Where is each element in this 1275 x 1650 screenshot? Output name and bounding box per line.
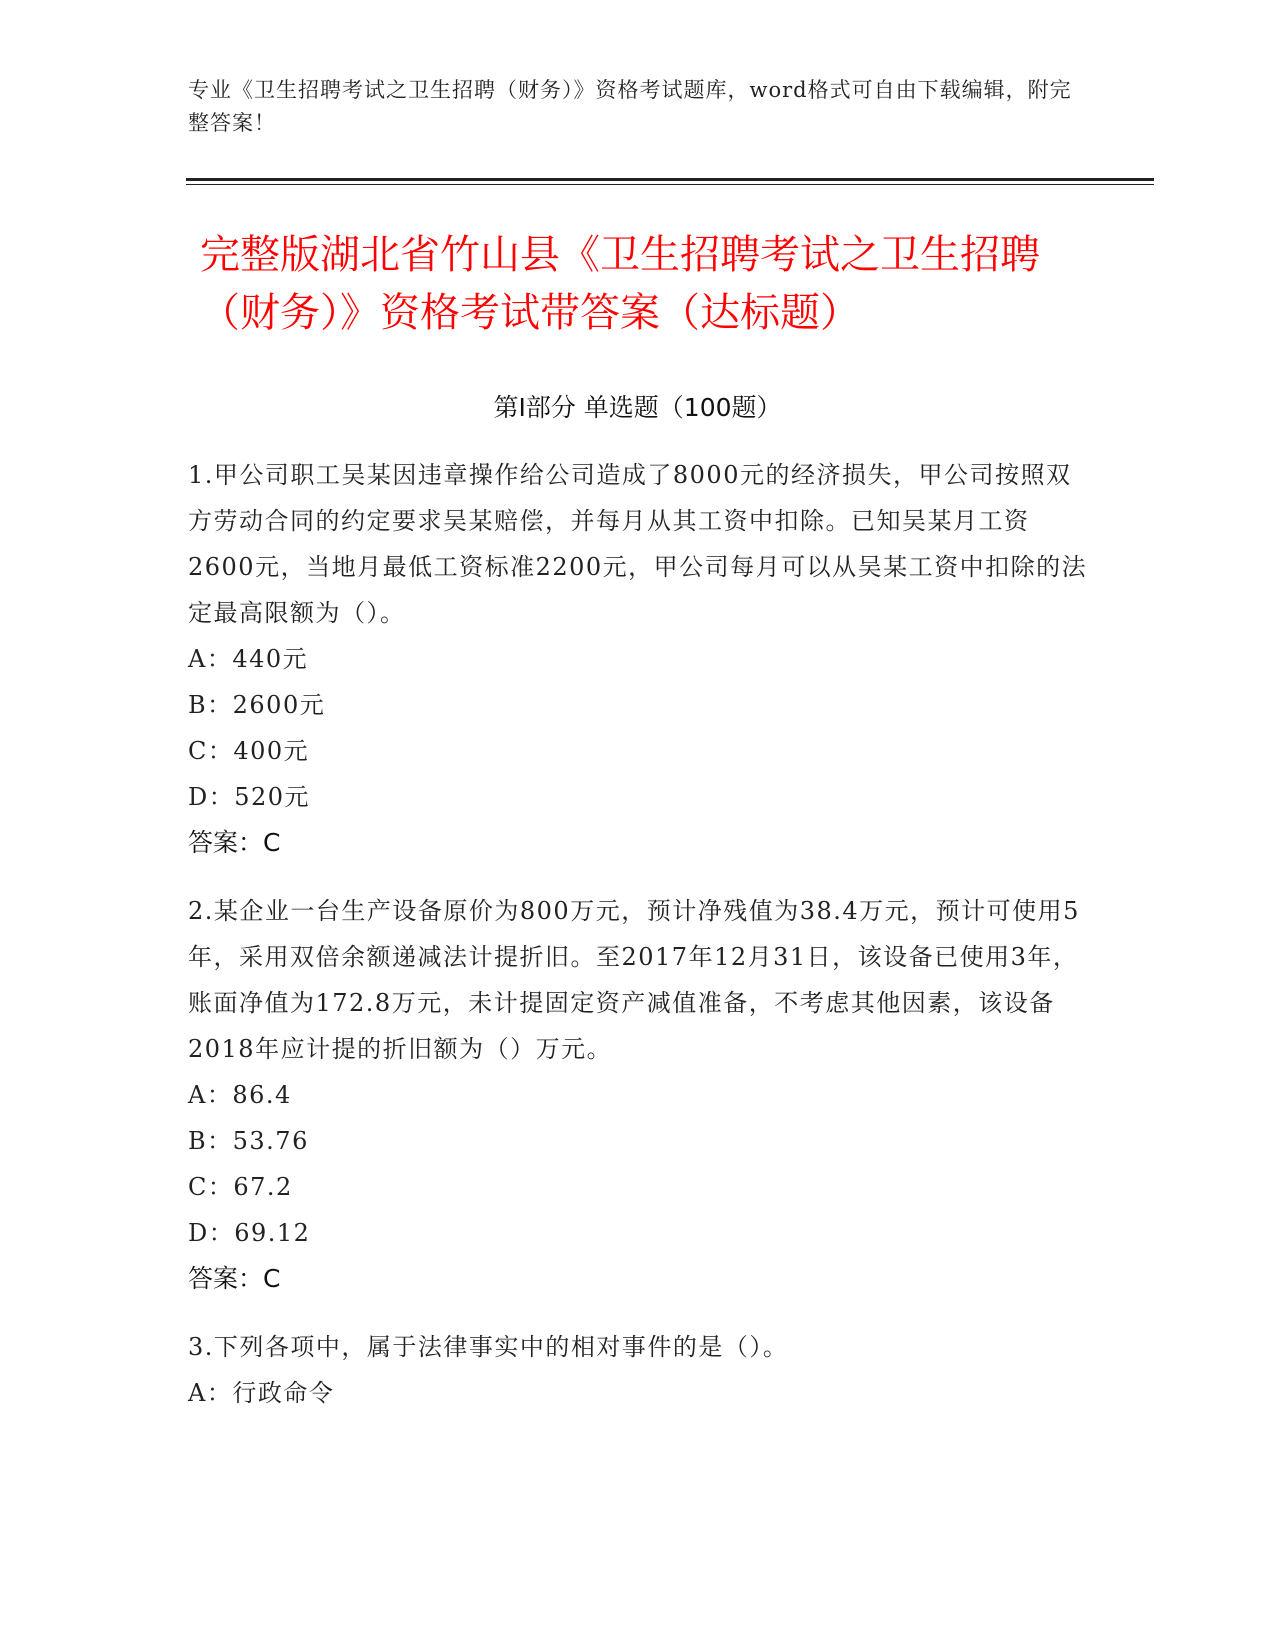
document-title: 完整版湖北省竹山县《卫生招聘考试之卫生招聘（财务）》资格考试带答案（达标题） [200, 232, 1040, 336]
option-a: A：440元 [188, 645, 309, 673]
question-stem: 1.甲公司职工吴某因违章操作给公司造成了8000元的经济损失，甲公司按照双方劳动合同的约定要求吴某赔偿，并每月从其工资中扣除。已知吴某月工资2600元，当地月最低工资标准2200元，甲公司每月可以从吴某工资中扣除的法定最高限额为（）。 [188, 461, 1088, 627]
option-a: A：行政命令 [188, 1379, 335, 1407]
option-d: D：520元 [188, 783, 311, 811]
header-rule-thick [186, 178, 1154, 181]
option-a: A：86.4 [188, 1081, 292, 1109]
question-stem: 2.某企业一台生产设备原价为800万元，预计净残值为38.4万元，预计可使用5年，采用双倍余额递减法计提折旧。至2017年12月31日，该设备已使用3年，账面净值为172.8万元，未计提固定资产减值准备，不考虑其他因素，该设备2018年应计提的折旧额为（）万元。 [188, 897, 1080, 1063]
question-1 [188, 452, 1088, 866]
answer: 答案：C [188, 1264, 281, 1293]
question-3 [188, 1324, 1088, 1416]
option-c: C：67.2 [188, 1173, 293, 1201]
answer: 答案：C [188, 828, 281, 857]
header-note: 专业《卫生招聘考试之卫生招聘（财务）》资格考试题库，word格式可自由下载编辑，附完整答案！ [188, 78, 1072, 135]
question-stem: 3.下列各项中，属于法律事实中的相对事件的是（）。 [188, 1333, 789, 1361]
option-b: B：53.76 [188, 1127, 309, 1155]
option-b: B：2600元 [188, 691, 326, 719]
section-title: 第Ⅰ部分 单选题（100题） [493, 393, 782, 422]
header-rule-thin [186, 184, 1154, 185]
option-c: C：400元 [188, 737, 310, 765]
question-2 [188, 888, 1088, 1302]
option-d: D：69.12 [188, 1219, 311, 1247]
